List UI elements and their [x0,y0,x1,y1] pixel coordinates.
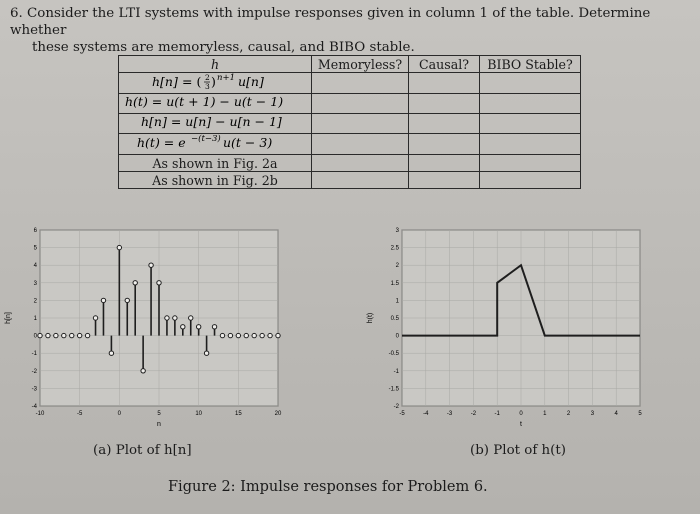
table-row [119,94,581,114]
x-tick-label: 5 [157,411,161,417]
stem-marker [268,333,272,337]
y-tick-label: -4 [31,404,37,410]
stem-marker [220,333,224,337]
x-tick-label: 15 [234,411,242,417]
x-tick-label: -5 [399,411,405,417]
systems-table [118,55,581,189]
caption-a: (a) Plot of h[n] [93,443,192,458]
figure-caption: Figure 2: Impulse responses for Problem 6. [168,479,488,495]
x-tick-label: -4 [423,411,429,417]
stem-marker [276,333,280,337]
row-5-causal[interactable] [409,155,480,172]
svg-text:3: 3 [205,82,210,90]
x-tick-label: 20 [274,411,282,417]
row-6-h: As shown in Fig. 2b [119,172,312,189]
header-memoryless: Memoryless? [312,56,409,73]
question-line-1: 6. Consider the LTI systems with impulse responses given in column 1 of the table. Determine whether [10,6,651,38]
formula-1 [150,73,280,90]
question-line-2: these systems are memoryless, causal, and BIBO stable. [32,40,415,55]
y-tick-label: 5 [33,245,37,252]
stem-marker [38,333,42,337]
header-bibo-stable: BIBO Stable? [480,56,581,73]
row-6-causal[interactable] [409,172,480,189]
row-5-h: As shown in Fig. 2a [119,155,312,172]
y-tick-label: 2.5 [390,245,399,252]
stem-marker [260,333,264,337]
y-tick-label: 1.5 [390,280,399,287]
stem-marker [117,245,121,249]
row-3-causal[interactable] [409,114,480,134]
x-tick-label: 0 [117,411,122,417]
y-tick-label: 3 [33,280,37,287]
svg-text:2: 2 [205,73,210,82]
row-4-h [119,134,312,155]
table-header-row [119,56,581,73]
stem-marker [93,316,97,320]
table-row [119,114,581,134]
svg-text:h[n] = u[n] − u[n − 1]: h[n] = u[n] − u[n − 1] [141,114,282,129]
x-tick-label: 4 [614,411,618,417]
stem-marker [236,333,240,337]
y-tick-label: -1 [393,368,399,375]
row-1-memoryless[interactable] [312,73,409,94]
stem-marker [101,298,105,302]
row-3-h [119,114,312,134]
row-4-bibo[interactable] [480,134,581,155]
y-axis-label: h[n] [5,312,12,324]
row-1-h [119,73,312,94]
x-tick-label: 2 [566,411,571,417]
formula-2 [125,94,305,110]
x-tick-label: -2 [470,411,477,417]
x-tick-label: -10 [35,411,45,417]
row-1-bibo[interactable] [480,73,581,94]
formula-4 [135,134,295,151]
header-h: h [119,56,312,73]
stem-marker [189,316,193,320]
y-tick-label: 2 [395,263,399,270]
x-tick-label: -5 [76,411,83,417]
svg-text:u[n]: u[n] [238,74,264,89]
y-tick-label: -2 [393,404,399,410]
svg-text:h(t) = e: h(t) = e [137,135,186,150]
stem-marker [62,333,66,337]
y-tick-label: -0.5 [388,351,399,358]
stem-marker [157,281,161,285]
stem-marker [252,333,256,337]
caption-b: (b) Plot of h(t) [470,443,566,458]
x-tick-label: 10 [195,411,203,417]
stem-marker [54,333,58,337]
row-5-bibo[interactable] [480,155,581,172]
y-tick-label: 0 [395,333,399,340]
table-row [119,172,581,189]
row-2-h [119,94,312,114]
header-causal: Causal? [409,56,480,73]
svg-text:h(t) = u(t + 1) − u(t − 1): h(t) = u(t + 1) − u(t − 1) [125,94,284,109]
y-axis-label: h(t) [367,312,374,324]
y-tick-label: 4 [33,263,37,270]
row-2-causal[interactable] [409,94,480,114]
table-row [119,134,581,155]
stem-marker [109,351,113,355]
y-tick-label: -3 [31,386,37,393]
row-6-memoryless[interactable] [312,172,409,189]
y-tick-label: 2 [33,298,37,305]
stem-marker [165,316,169,320]
stem-marker [125,298,129,302]
y-tick-label: 6 [33,228,37,234]
stem-marker [77,333,81,337]
stem-marker [228,333,232,337]
y-tick-label: 1 [33,316,37,322]
row-3-bibo[interactable] [480,114,581,134]
row-1-causal[interactable] [409,73,480,94]
x-tick-label: 3 [590,411,595,417]
stem-marker [204,351,208,355]
table-row [119,73,581,94]
x-tick-label: -3 [446,411,453,417]
svg-text:−(t−3): −(t−3) [191,134,221,144]
row-4-memoryless[interactable] [312,134,409,155]
plot-b-line-chart [362,218,662,440]
stem-marker [212,325,216,329]
table-row [119,155,581,172]
x-axis-label: t [520,421,522,428]
stem-marker [141,369,145,373]
plot-a-stem-chart [0,218,300,440]
svg-text:): ) [211,74,216,89]
row-2-bibo[interactable] [480,94,581,114]
stem-marker [244,333,248,337]
stem-marker [149,263,153,267]
x-tick-label: 5 [638,411,642,417]
x-tick-label: 0 [519,411,523,417]
svg-text:n+1: n+1 [217,73,236,83]
y-tick-label: -2 [31,368,37,375]
stem-marker [133,281,137,285]
row-5-memoryless[interactable] [312,155,409,172]
row-2-memoryless[interactable] [312,94,409,114]
row-4-causal[interactable] [409,134,480,155]
y-tick-label: -1.5 [388,386,399,393]
stem-marker [46,333,50,337]
stem-marker [181,325,185,329]
y-tick-label: 0.5 [390,316,399,322]
x-tick-label: -1 [494,411,500,417]
stem-marker [196,325,200,329]
svg-text:u(t − 3): u(t − 3) [223,135,273,150]
stem-marker [70,333,74,337]
x-tick-label: 1 [543,411,547,417]
formula-3 [135,114,295,130]
stem-marker [85,333,89,337]
x-axis-label: n [157,421,161,428]
svg-text:h[n]: h[n] [152,74,178,89]
stem-marker [173,316,177,320]
y-tick-label: 1 [395,298,399,305]
row-6-bibo[interactable] [480,172,581,189]
svg-text:= (: = ( [182,74,202,89]
question-text [10,5,694,56]
y-tick-label: 3 [395,228,399,234]
row-3-memoryless[interactable] [312,114,409,134]
y-tick-label: -1 [31,351,37,358]
y-tick-label: 0 [33,333,37,340]
